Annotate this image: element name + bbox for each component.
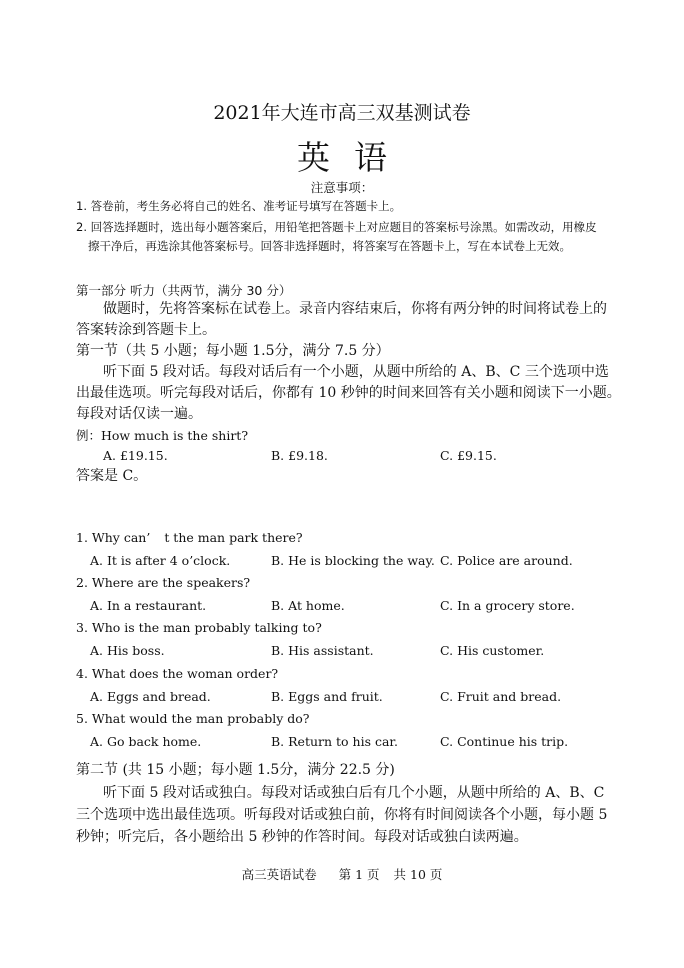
page-footer — [0, 865, 684, 883]
section1-heading: 第一节（共 5 小题；每小题 1.5分，满分 7.5 分） — [76, 343, 390, 359]
question-4-option-a: A. Eggs and bread. — [90, 689, 211, 704]
example-option-a: A. £19.15. — [103, 448, 168, 463]
question-1-stem — [76, 530, 303, 545]
question-4-option-b: B. Eggs and fruit. — [271, 689, 383, 704]
question-1-option-b: B. He is blocking the way. — [271, 553, 435, 568]
question-1-stem-part2: t the man park there? — [164, 530, 303, 545]
question-2-stem: 2. Where are the speakers? — [76, 575, 251, 590]
example-answer: 答案是 C。 — [76, 468, 148, 484]
section2-line2: 三个选项中选出最佳选项。听每段对话或独白前，你将有时间阅读各个小题，每小题 5 — [76, 807, 608, 823]
question-3-option-b: B. His assistant. — [271, 643, 374, 658]
question-1-option-c: C. Police are around. — [440, 553, 573, 568]
notice-item-2-line2: 擦干净后，再选涂其他答案标号。回答非选择题时，将答案写在答题卡上，写在本试卷上无效。 — [88, 239, 571, 253]
section1-line2: 出最佳选项。听完每段对话后，你都有 10 秒钟的时间来回答有关小题和阅读下一小题。 — [76, 385, 621, 401]
footer-page-number: 第 1 页 — [338, 867, 380, 882]
question-5-option-b: B. Return to his car. — [271, 734, 399, 749]
question-5-option-c: C. Continue his trip. — [440, 734, 569, 749]
section2-line1: 听下面 5 段对话或独白。每段对话或独白后有几个小题，从题中所给的 A、B、C — [103, 785, 605, 801]
question-2-option-c: C. In a grocery store. — [440, 598, 575, 613]
part1-intro-line1: 做题时，先将答案标在试卷上。录音内容结束后，你将有两分钟的时间将试卷上的 — [103, 301, 607, 317]
footer-exam-name: 高三英语试卷 — [241, 867, 317, 882]
part1-intro-line2: 答案转涂到答题卡上。 — [76, 322, 216, 338]
question-3-stem: 3. Who is the man probably talking to? — [76, 620, 322, 635]
example-option-b: B. £9.18. — [271, 448, 328, 463]
section2-line3: 秒钟；听完后，各小题给出 5 秒钟的作答时间。每段对话或独白读两遍。 — [76, 829, 528, 845]
notice-item-2-line1: 2. 回答选择题时，选出每小题答案后，用铅笔把答题卡上对应题目的答案标号涂黑。如需改动，用橡皮 — [76, 220, 597, 234]
section1-line3: 每段对话仅读一遍。 — [76, 406, 202, 422]
example-option-c: C. £9.15. — [440, 448, 497, 463]
part1-heading: 第一部分 听力（共两节，满分 30 分） — [76, 283, 292, 298]
section2-heading: 第二节 (共 15 小题；每小题 1.5分，满分 22.5 分) — [76, 762, 395, 778]
question-2-option-b: B. At home. — [271, 598, 345, 613]
notice-item-1: 1. 答卷前，考生务必将自己的姓名、准考证号填写在答题卡上。 — [76, 199, 402, 213]
question-5-option-a: A. Go back home. — [90, 734, 202, 749]
section1-line1: 听下面 5 段对话。每段对话后有一个小题，从题中所给的 A、B、C 三个选项中选 — [103, 364, 609, 380]
question-5-stem: 5. What would the man probably do? — [76, 711, 310, 726]
exam-title: 2021年大连市高三双基测试卷 — [213, 102, 471, 124]
question-1-option-a: A. It is after 4 o’clock. — [90, 553, 231, 568]
question-3-option-c: C. His customer. — [440, 643, 545, 658]
question-1-stem-part1: 1. Why can’ — [76, 530, 151, 545]
example-question: 例：How much is the shirt? — [76, 428, 249, 443]
footer-total-pages: 共 10 页 — [393, 867, 443, 882]
question-3-option-a: A. His boss. — [90, 643, 165, 658]
question-4-stem: 4. What does the woman order? — [76, 666, 279, 681]
notice-heading: 注意事项： — [310, 180, 374, 195]
question-2-option-a: A. In a restaurant. — [90, 598, 207, 613]
subject-title: 英语 — [297, 138, 411, 177]
question-4-option-c: C. Fruit and bread. — [440, 689, 562, 704]
